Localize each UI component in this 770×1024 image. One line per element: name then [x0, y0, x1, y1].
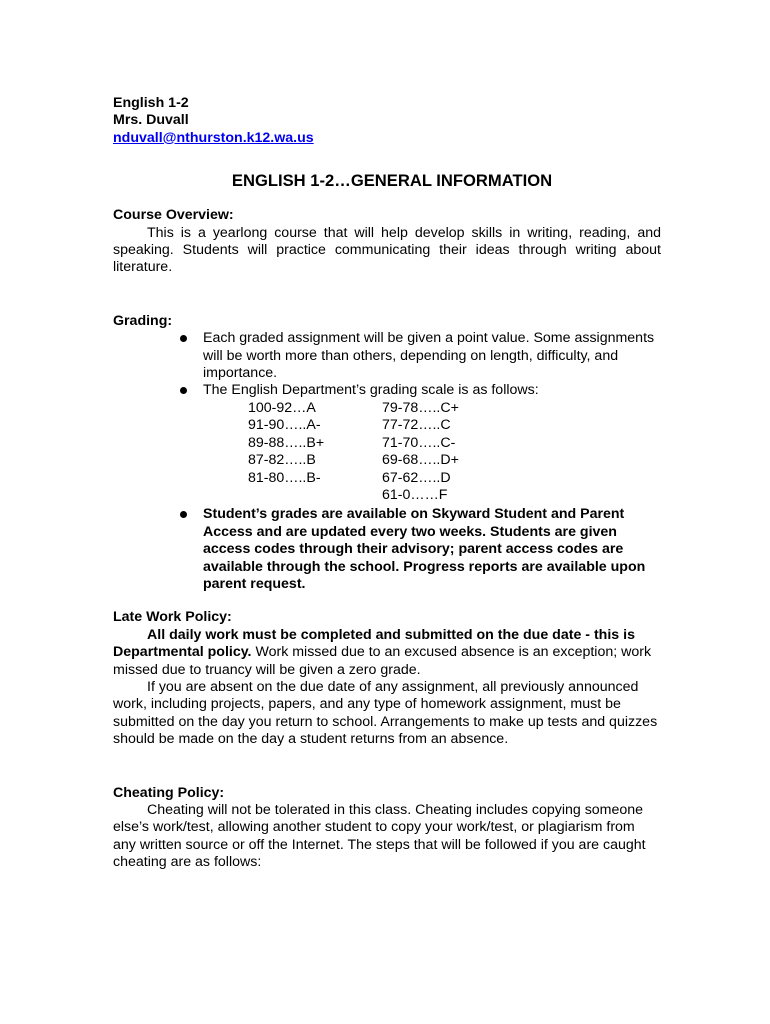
- cheating-text: Cheating will not be tolerated in this class. Cheating includes copying someone else’s work/test, allowing another student to copy your work/test, or plagiarism from any written source or off the Internet. The steps that will be followed if you are caught cheating are as follows:: [113, 802, 646, 871]
- scale-entry: 91-90…..A-: [248, 417, 321, 434]
- late-work-heading: Late Work Policy:: [113, 609, 232, 626]
- course-overview-heading: Course Overview:: [113, 207, 234, 224]
- late-work-text: [113, 627, 661, 679]
- document-title: ENGLISH 1-2…GENERAL INFORMATION: [231, 171, 553, 191]
- scale-entry: 61-0……F: [382, 486, 448, 503]
- scale-entry: 100-92…A: [248, 399, 316, 416]
- scale-entry: 89-88…..B+: [248, 434, 325, 451]
- grading-heading: Grading:: [113, 312, 173, 329]
- cheating-heading: Cheating Policy:: [113, 784, 225, 801]
- scale-entry: 69-68…..D+: [382, 452, 459, 469]
- bullet-icon: [180, 511, 187, 518]
- late-work-absence-text: If you are absent on the due date of any assignment, all previously announced work, including projects, papers, and any type of homework assignment, must be submitted on the day you return to school. Arrangements to make up tests and quizzes should be made on the day a student returns from an absence.: [113, 678, 658, 748]
- grading-scale-left-column: [248, 400, 382, 504]
- course-overview-text: This is a yearlong course that will help develop skills in writing, reading, and speaking. Students will practice communicating their ideas through writing about literature.: [113, 224, 661, 276]
- scale-entry: 67-62…..D: [382, 469, 451, 486]
- course-name: English 1-2: [113, 95, 189, 111]
- grading-scale: [203, 400, 661, 504]
- grading-list: [113, 330, 661, 593]
- grading-bullet-point-value: Each graded assignment will be given a point value. Some assignments will be worth more than others, depending on length, difficulty, and importance.: [203, 330, 661, 382]
- late-work-policy-bold: All daily work must be completed and submitted on the due date - this is Departmental policy.: [113, 626, 635, 661]
- grading-bullet-scale: The English Department’s grading scale is as follows: 100-92…A 91-90…..A- 89-88…..B+ 87-82…..B 81-80…..B- 79-78…..C+ 77-72…..C 71-70…..C- 69-68…..D+ 67-62…..D 61-0……F: [203, 382, 661, 504]
- scale-entry: 71-70…..C-: [382, 434, 456, 451]
- teacher-name: Mrs. Duvall: [113, 112, 189, 129]
- scale-entry: 77-72…..C: [382, 417, 451, 434]
- grading-bullet-skyward: Student’s grades are available on Skyward Student and Parent Access and are updated every two weeks. Students are given access codes through their advisory; parent access codes are available through the school. Progress reports are available upon parent request.: [203, 506, 661, 593]
- late-work-exception: Work missed due to an excused absence is an exception; work missed due to truancy will be given a zero grade.: [113, 644, 652, 678]
- scale-entry: 87-82…..B: [248, 452, 316, 469]
- grading-scale-right-column: [382, 400, 522, 504]
- bullet-icon: [180, 387, 187, 394]
- scale-entry: 79-78…..C+: [382, 399, 459, 416]
- teacher-email-link[interactable]: nduvall@nthurston.k12.wa.us: [113, 129, 314, 146]
- bullet-icon: [180, 335, 187, 342]
- document-page: [113, 95, 661, 872]
- scale-entry: 81-80…..B-: [248, 469, 321, 486]
